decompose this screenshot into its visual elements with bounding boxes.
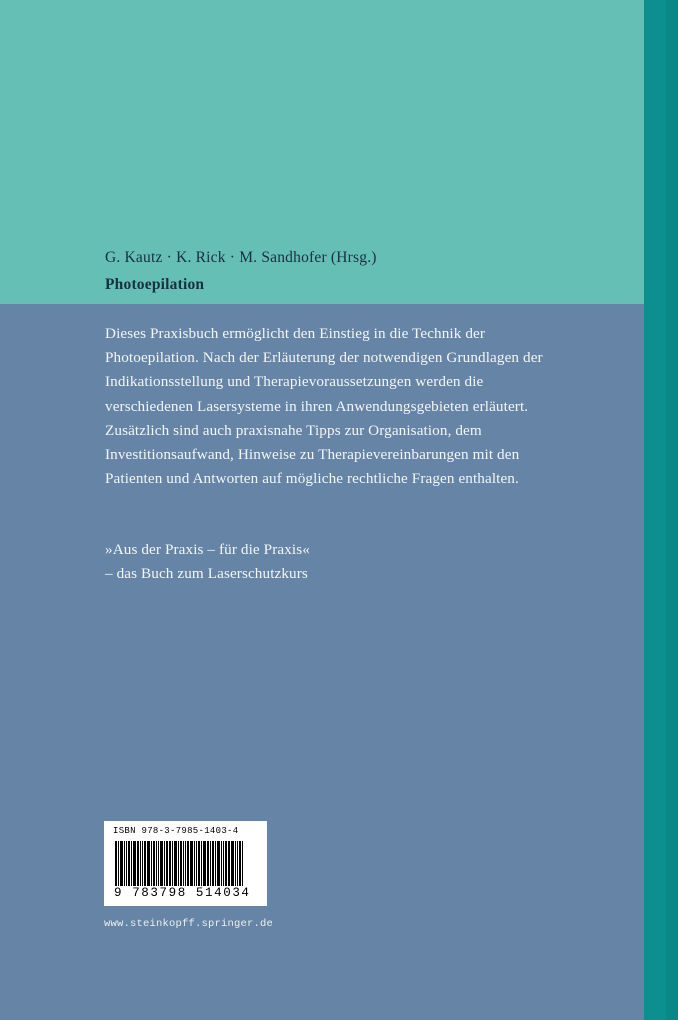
barcode-bars (115, 841, 258, 886)
spine-edge (666, 0, 678, 1020)
blurb-text: Dieses Praxisbuch ermöglicht den Einstieg in die Technik der Photoepilation. Nach der Erläuterung der notwendigen Grundlagen der Indikationsstellung und Therapievoraussetzungen werden die verschiedenen Lasersysteme in ihren Anwendungsgebieten erläutert. Zusätzlich sind auch praxisnahe Tipps zur Organisation, dem Investitionsaufwand, Hinweise zu Therapievereinbarungen mit den Patienten und Antworten auf mögliche rechtliche Fragen enthalten. (105, 325, 543, 488)
publisher-url: www.steinkopff.springer.de (104, 918, 274, 930)
tagline-block (105, 538, 553, 586)
ean-digits: 9 783798 514034 (114, 886, 251, 900)
spine-strip (644, 0, 678, 1020)
page-title: Photoepilation (105, 276, 205, 293)
isbn-label: ISBN 978-3-7985-1403-4 (113, 826, 239, 836)
barcode (104, 821, 267, 906)
tagline-line-2: – das Buch zum Laserschutzkurs (105, 565, 308, 583)
tagline-line-1: »Aus der Praxis – für die Praxis« (105, 541, 310, 558)
editors-line: G. Kautz · K. Rick · M. Sandhofer (Hrsg.) (105, 249, 377, 266)
